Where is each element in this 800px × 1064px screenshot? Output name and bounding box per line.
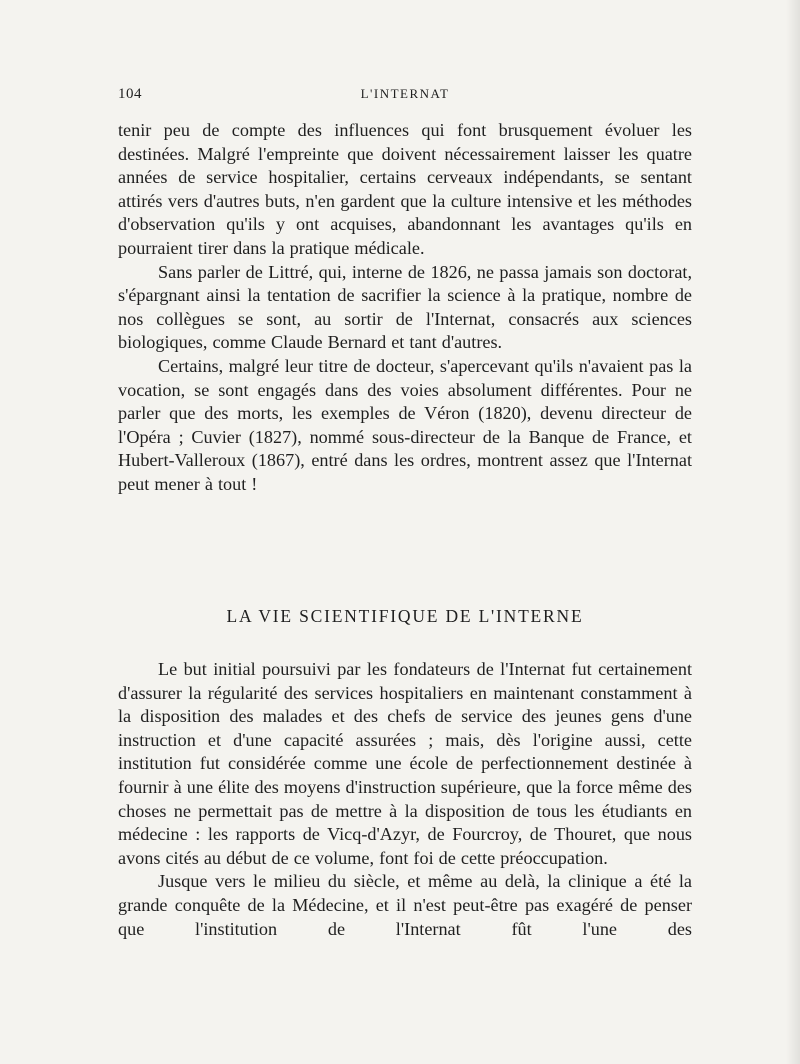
section-paragraph-2: Jusque vers le milieu du siècle, et même au delà, la clinique a été la grande conquête de la Médecine, et il n'est peut-être pas exagéré de penser que l'institution de l'Internat fût l'une des [118,871,692,939]
page-number: 104 [118,86,142,102]
text-block-section [118,658,692,941]
section-heading: LA VIE SCIENTIFIQUE DE L'INTERNE [226,606,584,626]
section-paragraph-1: Le but initial poursuivi par les fondateurs de l'Internat fut certainement d'assurer la régularité des services hospitaliers en maintenant constamment à la disposition des malades et des chefs de service des jeunes gens d'une instruction et d'une capacité assurées ; mais, dès l'origine aussi, cette institution fut considérée comme une école de perfectionnement destinée à fournir à une élite des moyens d'instruction supérieure, que la force même des choses ne permettait pas de mettre à la disposition de tous les étudiants en médecine : les rapports de Vicq-d'Azyr, de Fourcroy, de Thouret, que nous avons cités au début de ce volume, font foi de cette préoccupation. [118,659,692,868]
paragraph-1: tenir peu de compte des influences qui font brusquement évoluer les destinées. Malgré l'empreinte que doivent nécessairement laisser les quatre années de service hospitalier, certains cerveaux indépendants, se sentant attirés vers d'autres buts, n'en gardent que la culture intensive et les méthodes d'observation qu'ils y ont acquises, abandonnant les avantages qu'ils en pourraient tirer dans la pratique médicale. [118,120,692,258]
paragraph-3: Certains, malgré leur titre de docteur, s'apercevant qu'ils n'avaient pas la vocation, se sont engagés dans des voies absolument différentes. Pour ne parler que des morts, les exemples de Véron (1820), devenu directeur de l'Opéra ; Cuvier (1827), nommé sous-directeur de la Banque de France, et Hubert-Valleroux (1867), entré dans les ordres, montrent assez que l'Internat peut mener à tout ! [118,355,692,494]
paragraph-2: Sans parler de Littré, qui, interne de 1826, ne passa jamais son doctorat, s'épargnant ainsi la tentation de sacrifier la science à la pratique, nombre de nos collègues se sont, au sortir de l'Internat, consacrés aux sciences biologiques, comme Claude Bernard et tant d'autres. [118,261,692,353]
page-edge-shadow [786,0,800,1064]
running-head [118,86,692,108]
text-block-top [118,119,692,497]
running-title: L'INTERNAT [360,86,450,101]
